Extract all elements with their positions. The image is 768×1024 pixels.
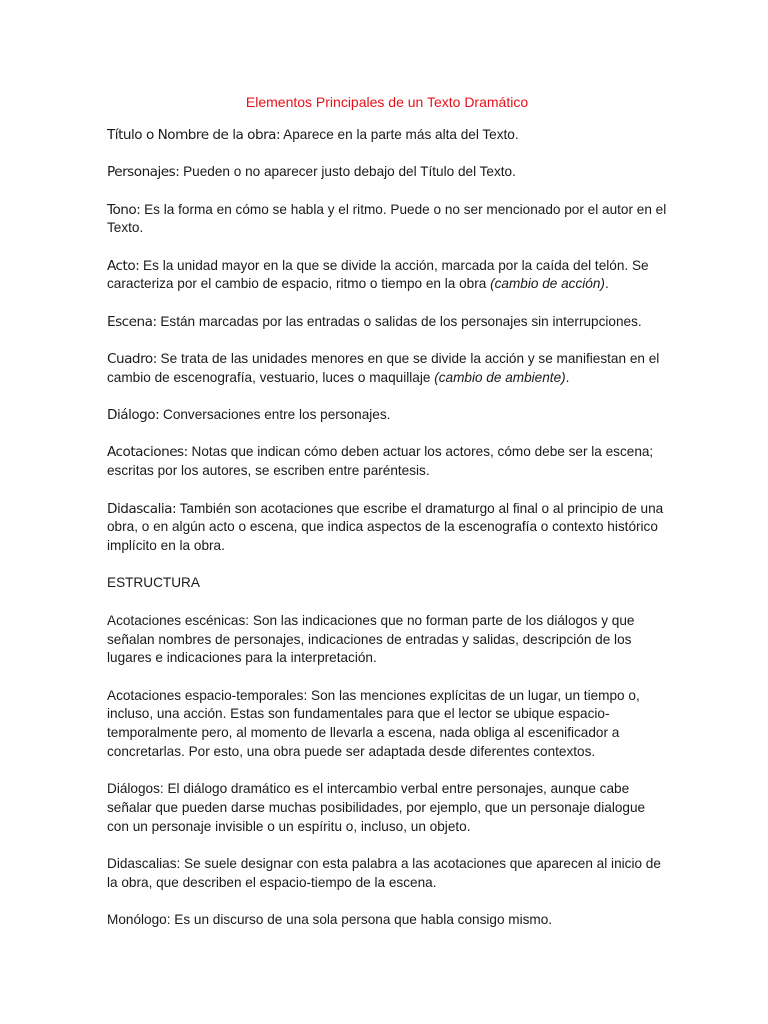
definition-italic-note: (cambio de ambiente) (434, 369, 566, 385)
definition-item (107, 126, 667, 145)
definition-end: . (565, 369, 570, 385)
definition-item (107, 163, 667, 182)
definition-term: Tono : (107, 202, 140, 218)
definition-text: Están marcadas por las entradas o salidas de los personajes sin interrupciones. (156, 313, 642, 329)
document-body (107, 92, 667, 949)
structure-item: Didascalias: Se suele designar con esta palabra a las acotaciones que aparecen al inicio de la obra, que describen el espacio-tiempo de la escena. (107, 856, 661, 891)
definition-text: También son acotaciones que escribe el dramaturgo al final o al principio de una obra, o en algún acto o escena, que indica aspectos de la escenografía o contexto histórico implícito en la obra. (107, 500, 664, 554)
definition-item (107, 500, 667, 556)
definition-text: Conversaciones entre los personajes. (159, 407, 391, 423)
document-title: Elementos Principales de un Texto Dramático (245, 94, 529, 110)
definition-term: Cuadro : (107, 351, 157, 367)
structure-item: Diálogos: El diálogo dramático es el intercambio verbal entre personajes, aunque cabe señalar que pueden darse muchas posibilidades, por ejemplo, que un personaje dialogue con un personaje invisible o un espíritu o, incluso, un objeto. (107, 781, 646, 834)
definition-term: Acotaciones : (107, 444, 188, 460)
definition-text: Notas que indican cómo deben actuar los actores, cómo debe ser la escena; escritas por los autores, se escriben entre paréntesis. (107, 444, 654, 479)
definitions-list (107, 126, 667, 556)
definition-italic-note: (cambio de acción) (490, 276, 605, 292)
definition-text: Aparece en la parte más alta del Texto. (280, 127, 519, 142)
definition-text: Pueden o no aparecer justo debajo del Título del Texto. (179, 164, 516, 180)
definition-item (107, 406, 667, 425)
definition-term: Título o Nombre de la obra : (107, 127, 280, 143)
definition-item (107, 201, 667, 239)
definition-text: Es la forma en cómo se habla y el ritmo. Puede o no ser mencionado por el autor en el Texto. (107, 201, 667, 236)
structure-item: Acotaciones escénicas: Son las indicaciones que no forman parte de los diálogos y que señalan nombres de personajes, indicaciones de entradas y salidas, descripción de los lugares e indicaciones para la interpretación. (107, 612, 635, 666)
section-heading: ESTRUCTURA (107, 575, 200, 591)
definition-text: Se trata de las unidades menores en que se divide la acción y se manifiestan en el cambio de escenografía, vestuario, luces o maquillaje (107, 351, 660, 385)
definition-text: Es la unidad mayor en la que se divide la acción, marcada por la caída del telón. Se caracteriza por el cambio de espacio, ritmo o tiempo en la obra (107, 257, 649, 292)
definition-term: Escena : (107, 314, 157, 330)
structure-list (107, 612, 667, 930)
structure-item: Monólogo: Es un discurso de una sola persona que habla consigo mismo. (107, 912, 553, 928)
definition-item (107, 257, 667, 295)
definition-term: Diálogo : (107, 407, 159, 423)
definition-term: Didascalia : (107, 501, 176, 517)
definition-term: Acto : (107, 258, 139, 274)
definition-end: . (604, 276, 609, 292)
definition-item (107, 443, 667, 481)
definition-item (107, 313, 667, 332)
structure-item: Acotaciones espacio-temporales: Son las menciones explícitas de un lugar, un tiempo o, incluso, una acción. Estas son fundamentales para que el lector se ubique espacio-temporalmente pero, al momento de llevarla a escena, nada obliga al escenificador a concretarlas. Por esto, una obra puede ser adaptada desde diferentes contextos. (107, 687, 640, 760)
definition-term: Personajes : (107, 164, 179, 180)
definition-item (107, 350, 667, 388)
